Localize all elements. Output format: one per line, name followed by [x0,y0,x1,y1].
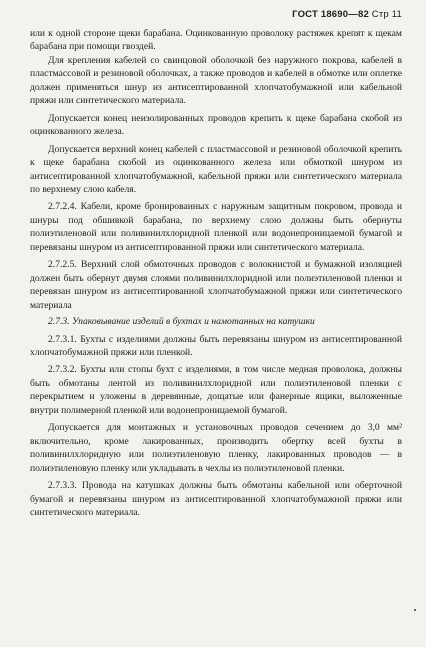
paragraph: или к одной стороне щеки барабана. Оцинкованную проволоку растяжек крепят к щекам барабана при помощи гвоздей. [30,28,402,53]
section-heading-2-7-3: 2.7.3. Упаковывание изделий в бухтах и намотанных на катушки [48,316,315,328]
paragraph: Допускается верхний конец кабелей с пластмассовой и резиновой оболочкой крепить к щеке барабана скобой из оцинкованного железа или обмоткой шнуром из антисептированной хлопчатобумажной, кабельной пряжи или синтетического материала по верхнему слою кабеля. [30,143,402,195]
document-body [30,27,402,519]
clause-2-7-2-5: 2.7.2.5. Верхний слой обмоточных проводов с волокнистой и бумажной изоляцией должен быть обернут двумя слоями поливинилхлоридной или полиэтиленовой пленки и перевязан шнуром из антисептированной хлопчатобумажной пряжи или синтетического материала [30,259,402,311]
page-label: Стр [371,9,389,20]
standard-number: ГОСТ 18690—82 [292,9,369,20]
page-header [292,9,402,20]
scan-dot [414,609,416,611]
clause-2-7-2-4: 2.7.2.4. Кабели, кроме бронированных с наружным защитным покровом, провода и шнуры под обшивкой барабана, по верхнему слою должны быть обернуты полиэтиленовой или поливинилхлоридной пленкой или водонепроницаемой бумагой и перевязаны шнуром из антисептированной пряжи или синтетического материала. [30,201,402,253]
clause-2-7-3-3: 2.7.3.3. Провода на катушках должны быть обмотаны кабельной или оберточной бумагой и перевязаны шнуром из антисептированной хлопчатобумажной пряжи или синтетического материала. [30,480,402,518]
clause-2-7-3-1: 2.7.3.1. Бухты с изделиями должны быть перевязаны шнуром из антисептированной хлопчатобумажной пряжи или пленкой. [30,333,402,358]
page-number: 11 [391,9,402,20]
paragraph: Для крепления кабелей со свинцовой оболочкой без наружного покрова, кабелей в пластмассовой и резиновой оболочках, а также проводов и кабелей в обмотке или оплетке должен применяться шнур из антисептированной хлопчатобумажной или кабельной пряжи или синтетического материала. [30,54,402,107]
clause-2-7-3-2: 2.7.3.2. Бухты или стопы бухт с изделиями, в том числе медная проволока, должны быть обмотаны лентой из поливинилхлоридной или полиэтиленовой пленки с перекрытием и уложены в деревянные, дощатые или фанерные ящики, выложенные внутри полимерной пленкой или водонепроницаемой бумагой. [30,364,402,416]
paragraph: Допускается для монтажных и установочных проводов сечением до 3,0 мм² включительно, кроме лакированных, производить обертку всей бухты в поливинилхлоридную или полиэтиленовую пленку, лакированных проводов — в полиэтиленовую пленку или укладывать в чехлы из полиэтиленовой пленки. [30,422,402,474]
paragraph: Допускается конец неизолированных проводов крепить к щеке барабана скобой из оцинкованного железа. [30,112,402,138]
